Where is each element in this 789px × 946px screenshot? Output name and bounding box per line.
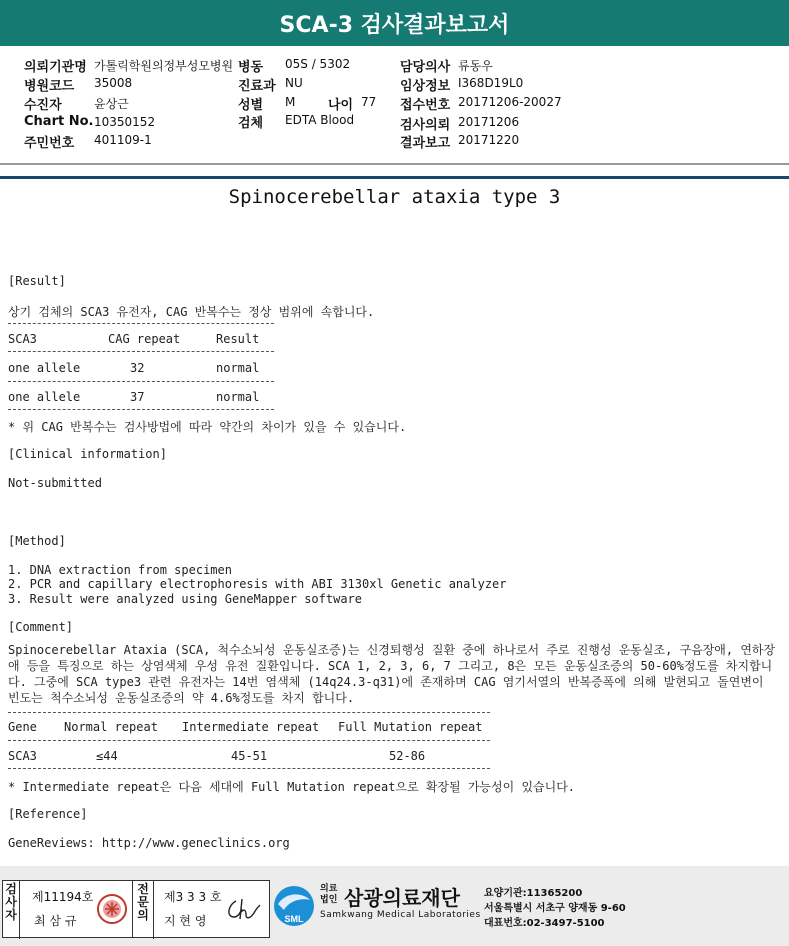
org-name: 삼광의료재단 (344, 886, 460, 910)
report-header-title: SCA-3 검사결과보고서 (279, 13, 510, 38)
method-step-1: 1. DNA extraction from specimen (8, 563, 232, 577)
value-chart-no: 10350152 (94, 115, 156, 129)
table-rule (8, 381, 274, 382)
value-age: 77 (361, 95, 377, 109)
label-age: 나이 (328, 98, 354, 113)
value-test-request: 20171206 (458, 115, 520, 129)
label-hospital-code: 병원코드 (24, 79, 75, 94)
label-clinical-info: 임상정보 (400, 79, 451, 94)
value-department: NU (285, 76, 303, 90)
result-summary: 상기 검체의 SCA3 유전자, CAG 반복수는 정상 범위에 속합니다. (8, 305, 375, 319)
label-specimen: 검체 (238, 116, 264, 131)
label-chart-no: Chart No. (24, 114, 94, 129)
footer (0, 866, 789, 946)
value-requesting-institution: 가톨릭학원의정부성모병원 (94, 59, 234, 73)
result-row-2-result: normal (216, 390, 260, 404)
sml-logo-icon (272, 884, 318, 930)
label-test-request: 검사의뢰 (400, 118, 451, 133)
result-row-2-allele: one allele (8, 390, 81, 404)
reference-link[interactable]: GeneReviews: http://www.geneclinics.org (8, 836, 290, 850)
result-row-1-allele: one allele (8, 361, 81, 375)
result-note: * 위 CAG 반복수는 검사방법에 따라 약간의 차이가 있을 수 있습니다. (8, 420, 407, 434)
reviewer-label: 전문의 (133, 881, 154, 939)
result-heading: [Result] (8, 274, 66, 288)
examiner-id: 제11194호 (32, 890, 94, 904)
table-rule (8, 323, 274, 324)
comment-row-full: 52-86 (389, 749, 426, 763)
value-clinical-info: I368D19L0 (458, 76, 524, 90)
table-rule (8, 768, 490, 769)
value-ward: 05S / 5302 (285, 57, 351, 71)
method-step-3: 3. Result were analyzed using GeneMapper software (8, 592, 363, 606)
value-doctor: 류동우 (458, 59, 493, 73)
comment-col-full: Full Mutation repeat (338, 720, 483, 734)
clinical-text: Not-submitted (8, 476, 102, 490)
value-specimen: EDTA Blood (285, 113, 355, 127)
reference-heading: [Reference] (8, 807, 88, 821)
phone: 대표번호:02-3497-5100 (484, 918, 605, 929)
report-header (0, 0, 789, 46)
report-title: Spinocerebellar ataxia type 3 (228, 186, 561, 208)
org-english: Samkwang Medical Laboratories (320, 910, 481, 920)
comment-row-intermediate: 45-51 (231, 749, 268, 763)
care-code: 요양기관:11365200 (484, 888, 583, 899)
signature-icon (224, 895, 262, 925)
table-rule (8, 409, 274, 410)
signature-box (2, 880, 270, 938)
method-step-2: 2. PCR and capillary electrophoresis with ABI 3130xl Genetic analyzer (8, 577, 507, 591)
divider (0, 163, 789, 165)
clinical-heading: [Clinical information] (8, 447, 167, 461)
label-sex: 성별 (238, 98, 264, 113)
label-requesting-institution: 의뢰기관명 (24, 60, 87, 75)
label-doctor: 담당의사 (400, 60, 451, 75)
label-resident-no: 주민번호 (24, 136, 75, 151)
examiner-label: 검사자 (3, 881, 20, 939)
result-row-2-cag: 37 (130, 390, 145, 404)
reviewer-id: 제3 3 3 호 (164, 890, 222, 904)
label-department: 진료과 (238, 79, 276, 94)
value-hospital-code: 35008 (94, 76, 133, 90)
divider (0, 176, 789, 179)
label-receipt-no: 접수번호 (400, 98, 451, 113)
result-row-1-cag: 32 (130, 361, 145, 375)
comment-row-normal: ≤44 (96, 749, 118, 763)
patient-info (0, 46, 789, 164)
value-resident-no: 401109-1 (94, 133, 152, 147)
label-result-report: 결과보고 (400, 136, 451, 151)
comment-heading: [Comment] (8, 620, 74, 634)
seal-stamp-icon (96, 893, 128, 925)
org-prefix: 의료 법인 (320, 884, 338, 905)
examiner-cell (20, 881, 133, 937)
label-patient: 수진자 (24, 98, 62, 113)
method-heading: [Method] (8, 534, 66, 548)
value-sex: M (285, 95, 296, 109)
comment-col-gene: Gene (8, 720, 37, 734)
result-row-1-result: normal (216, 361, 260, 375)
label-ward: 병동 (238, 60, 264, 75)
result-col-gene: SCA3 (8, 332, 37, 346)
table-rule (8, 712, 490, 713)
comment-row-gene: SCA3 (8, 749, 37, 763)
result-col-result: Result (216, 332, 260, 346)
result-col-cag: CAG repeat (108, 332, 181, 346)
comment-col-intermediate: Intermediate repeat (182, 720, 320, 734)
comment-note: * Intermediate repeat은 다음 세대에 Full Mutation repeat으로 확장될 가능성이 있습니다. (8, 780, 576, 794)
examiner-name: 최 삼 규 (34, 914, 77, 928)
reviewer-cell (154, 881, 269, 937)
table-rule (8, 740, 490, 741)
comment-paragraph: Spinocerebellar Ataxia (SCA, 척수소뇌성 운동실조증)는 신경퇴행성 질환 중에 하나로서 주로 진행성 운동실조, 구음장애, 연하장애 등을 특징으로 하는 상염색체 우성 유전 질환입니다. SCA 1, 2, 3, 6, 7 그리고, 8은 모든 운동실조증의 50-60%정도를 차지합니다. 그중에 SCA type3 관련 유전자는 14번 염색체 (14q24.3-q31)에 존재하며 CAG 염기서열의 반복증폭에 의해 발현되고 돌연변이 빈도는 척수소뇌성 운동실조증의 약 4.6%정도를 차지 합니다. (8, 643, 776, 705)
value-result-report: 20171220 (458, 133, 520, 147)
value-receipt-no: 20171206-20027 (458, 95, 562, 109)
table-rule (8, 351, 274, 352)
address: 서울특별시 서초구 양재동 9-60 (484, 903, 626, 914)
comment-col-normal: Normal repeat (64, 720, 158, 734)
sml-logo-text: SML (284, 914, 304, 924)
reviewer-name: 지 현 영 (164, 914, 207, 928)
value-patient: 윤상근 (94, 97, 129, 111)
